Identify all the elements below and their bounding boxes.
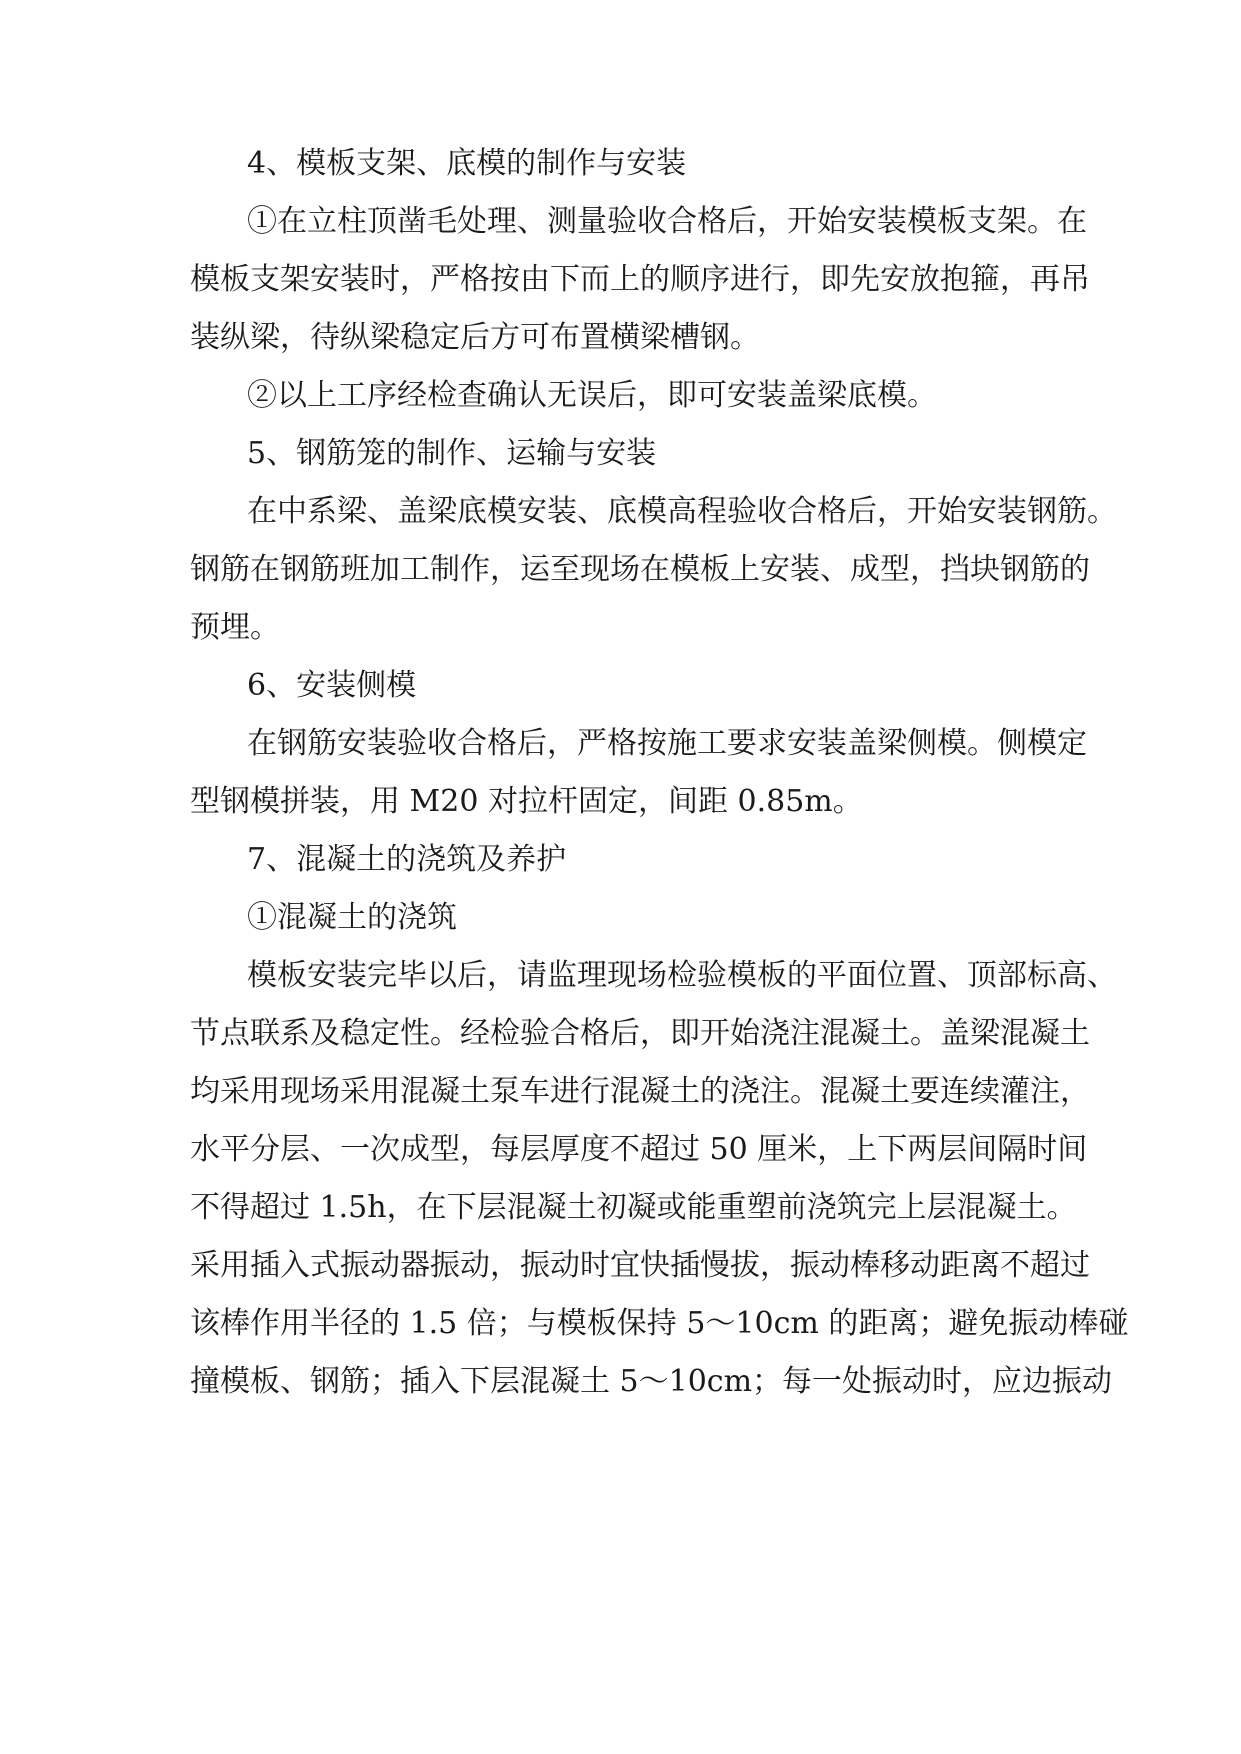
paragraph-line: 该棒作用半径的 1.5 倍；与模板保持 5～10cm 的距离；避免振动棒碰 bbox=[190, 1306, 1129, 1341]
paragraph-line: 不得超过 1.5h，在下层混凝土初凝或能重塑前浇筑完上层混凝土。 bbox=[190, 1190, 1077, 1225]
paragraph-line: ①在立柱顶凿毛处理、测量验收合格后，开始安装模板支架。在 bbox=[247, 204, 1087, 239]
paragraph-line: 模板支架安装时，严格按由下而上的顺序进行，即先安放抱箍，再吊 bbox=[190, 262, 1090, 297]
paragraph-line: 预埋。 bbox=[190, 610, 280, 645]
section-heading-7: 7、混凝土的浇筑及养护 bbox=[247, 842, 567, 877]
section-heading-5: 5、钢筋笼的制作、运输与安装 bbox=[247, 436, 657, 471]
subsection-heading: ①混凝土的浇筑 bbox=[247, 900, 457, 935]
paragraph-line: 在钢筋安装验收合格后，严格按施工要求安装盖梁侧模。侧模定 bbox=[247, 726, 1087, 761]
paragraph-line: 在中系梁、盖梁底模安装、底模高程验收合格后，开始安装钢筋。 bbox=[247, 494, 1117, 529]
paragraph-line: 装纵梁，待纵梁稳定后方可布置横梁槽钢。 bbox=[190, 320, 760, 355]
section-heading-6: 6、安装侧模 bbox=[247, 668, 417, 703]
paragraph-line: 采用插入式振动器振动，振动时宜快插慢拔，振动棒移动距离不超过 bbox=[190, 1248, 1090, 1283]
paragraph-line: ②以上工序经检查确认无误后，即可安装盖梁底模。 bbox=[247, 378, 937, 413]
section-heading-4: 4、模板支架、底模的制作与安装 bbox=[247, 146, 687, 181]
paragraph-line: 均采用现场采用混凝土泵车进行混凝土的浇注。混凝土要连续灌注， bbox=[190, 1074, 1090, 1109]
paragraph-line: 撞模板、钢筋；插入下层混凝土 5～10cm；每一处振动时，应边振动 bbox=[190, 1364, 1113, 1399]
paragraph-line: 钢筋在钢筋班加工制作，运至现场在模板上安装、成型，挡块钢筋的 bbox=[190, 552, 1090, 587]
paragraph-line: 水平分层、一次成型，每层厚度不超过 50 厘米，上下两层间隔时间 bbox=[190, 1132, 1088, 1167]
paragraph-line: 模板安装完毕以后，请监理现场检验模板的平面位置、顶部标高、 bbox=[247, 958, 1117, 993]
paragraph-line: 型钢模拼装，用 M20 对拉杆固定，间距 0.85m。 bbox=[190, 784, 863, 819]
paragraph-line: 节点联系及稳定性。经检验合格后，即开始浇注混凝土。盖梁混凝土 bbox=[190, 1016, 1090, 1051]
